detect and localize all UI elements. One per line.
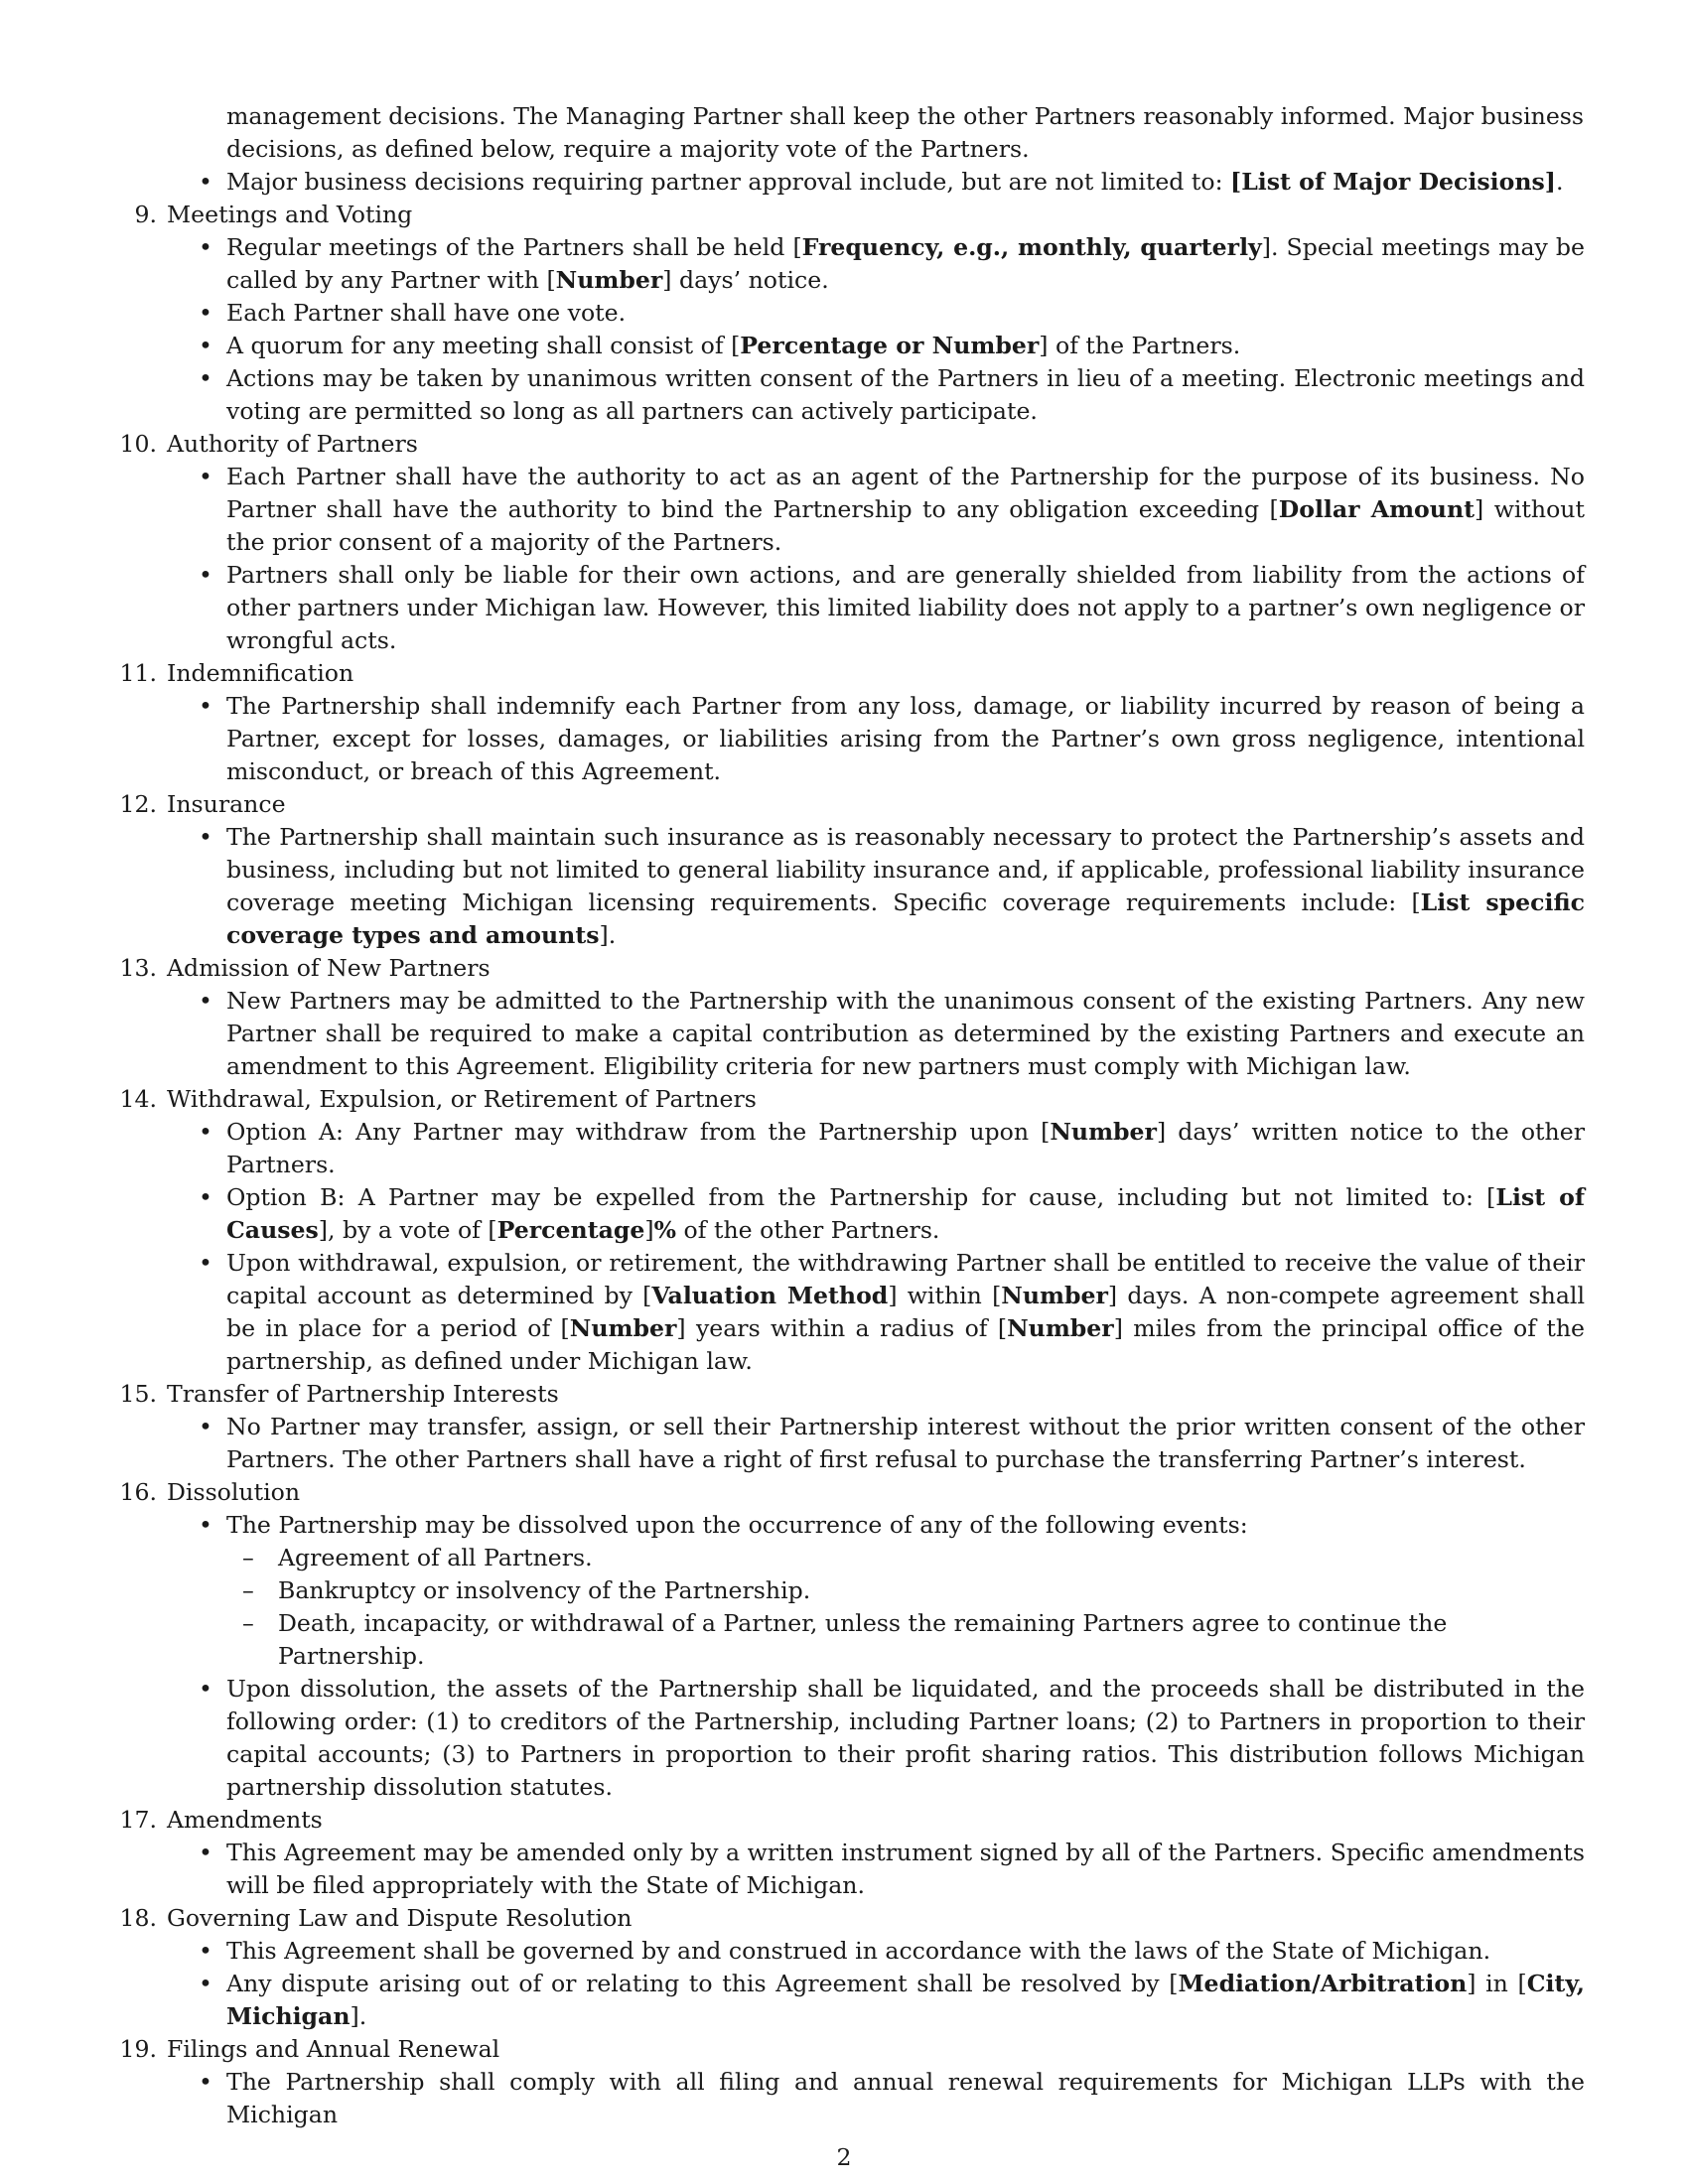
bullet-icon: • xyxy=(199,1839,212,1866)
placeholder-field: Dollar Amount xyxy=(1278,495,1476,523)
list-item: • The Partnership may be dissolved upon the occurrence of any of the following events: xyxy=(117,1509,1585,1542)
continuation-paragraph: management decisions. The Managing Partner shall keep the other Partners reasonably informed. Major business decisions, as defined below, require a majority vote of the Partners. xyxy=(226,102,1585,163)
bullet-icon: • xyxy=(199,168,212,196)
bullet-icon: • xyxy=(199,1118,212,1146)
placeholder-field: City, Michigan xyxy=(226,1970,1585,2030)
placeholder-field: Mediation/Arbitration xyxy=(1178,1970,1468,1997)
list-item: • Actions may be taken by unanimous written consent of the Partners in lieu of a meeting. Electronic meetings and voting are permitted so long as all partners can actively participate. xyxy=(199,364,1585,425)
placeholder-field: Percentage xyxy=(496,1216,645,1244)
placeholder-field: Number xyxy=(1007,1314,1114,1342)
list-item: • Option B: A Partner may be expelled from the Partnership for cause, including but not limited to: [List of Causes], by a vote of [Percentage]% of the other Partners. xyxy=(199,1183,1585,1244)
dash-icon: – xyxy=(242,1576,254,1604)
section-title: Withdrawal, Expulsion, or Retirement of Partners xyxy=(167,1085,757,1113)
sub-list-item: – Death, incapacity, or withdrawal of a Partner, unless the remaining Partners agree to continue the Partnership. xyxy=(242,1609,1448,1670)
bullet-icon: • xyxy=(199,561,212,589)
placeholder-field: Number xyxy=(555,266,663,294)
bullet-icon: • xyxy=(199,1970,212,1997)
bullet-icon: • xyxy=(199,364,212,392)
list-item: • Option A: Any Partner may withdraw from the Partnership upon [Number] days’ written notice to the other Partners. xyxy=(199,1118,1585,1178)
section-heading: 9. Meetings and Voting xyxy=(134,201,413,228)
section-title: Meetings and Voting xyxy=(167,201,413,228)
dash-icon: – xyxy=(242,1544,254,1571)
sub-list-item: – Agreement of all Partners. xyxy=(117,1542,1585,1574)
list-item: • The Partnership shall indemnify each Partner from any loss, damage, or liability incurred by reason of being a Partner, except for losses, damages, or liabilities arising from the Partner’s own gross negligence, intentional misconduct, or breach of this Agreement. xyxy=(199,692,1585,785)
section-title: Governing Law and Dispute Resolution xyxy=(167,1904,633,1932)
list-item: • The Partnership shall comply with all filing and annual renewal requirements for Michigan LLPs with the Michigan xyxy=(199,2068,1585,2128)
placeholder-field: List specific coverage types and amounts xyxy=(226,888,1585,949)
list-item: • Each Partner shall have the authority to act as an agent of the Partnership for the purpose of its business. No Partner shall have the authority to bind the Partnership to any obligation exceeding [Dollar Amount] without the prior consent of a majority of the Partners. xyxy=(199,463,1585,556)
page-number: 2 xyxy=(836,2143,852,2171)
list-item: • Partners shall only be liable for their own actions, and are generally shielded from liability from the actions of other partners under Michigan law. However, this limited liability does not apply to a partner’s own negligence or wrongful acts. xyxy=(199,561,1585,654)
section-heading: 15. Transfer of Partnership Interests xyxy=(119,1380,559,1408)
list-item: • A quorum for any meeting shall consist of [Percentage or Number] of the Partners. xyxy=(117,330,1585,362)
list-item: • Major business decisions requiring partner approval include, but are not limited to: [List of Major Decisions]. xyxy=(117,166,1585,199)
list-item: • Any dispute arising out of or relating to this Agreement shall be resolved by [Mediation/Arbitration] in [City, Michigan]. xyxy=(199,1970,1585,2030)
section-heading: 14. Withdrawal, Expulsion, or Retirement of Partners xyxy=(119,1085,757,1113)
agreement-body xyxy=(117,100,1585,2131)
section-title: Authority of Partners xyxy=(167,430,418,458)
section-title: Indemnification xyxy=(167,659,354,687)
list-item: • This Agreement shall be governed by and construed in accordance with the laws of the State of Michigan. xyxy=(117,1935,1585,1968)
bullet-icon: • xyxy=(199,1937,212,1965)
bullet-icon: • xyxy=(199,692,212,720)
section-title: Admission of New Partners xyxy=(167,954,491,982)
bullet-icon: • xyxy=(199,987,212,1015)
section-heading: 18. Governing Law and Dispute Resolution xyxy=(119,1904,633,1932)
placeholder-field: Valuation Method xyxy=(651,1282,889,1309)
placeholder-field: Number xyxy=(1001,1282,1108,1309)
section-heading: 17. Amendments xyxy=(119,1806,323,1834)
placeholder-field: Percentage or Number xyxy=(740,332,1040,359)
section-title: Dissolution xyxy=(167,1478,301,1506)
section-heading: 12. Insurance xyxy=(119,790,286,818)
section-title: Transfer of Partnership Interests xyxy=(167,1380,559,1408)
sub-list-item: – Bankruptcy or insolvency of the Partnership. xyxy=(117,1574,1585,1607)
section-heading: 19. Filings and Annual Renewal xyxy=(119,2035,500,2063)
section-heading: 13. Admission of New Partners xyxy=(119,954,491,982)
list-item: • New Partners may be admitted to the Partnership with the unanimous consent of the existing Partners. Any new Partner shall be required to make a capital contribution as determined by the existing Partners and execute an amendment to this Agreement. Eligibility criteria for new partners must comply with Michigan law. xyxy=(199,987,1585,1080)
placeholder-field: Number xyxy=(569,1314,677,1342)
list-item: • Each Partner shall have one vote. xyxy=(117,297,1585,330)
list-item: • Regular meetings of the Partners shall be held [Frequency, e.g., monthly, quarterly]. Special meetings may be called by any Partner with [Number] days’ notice. xyxy=(199,233,1585,294)
section-heading: 16. Dissolution xyxy=(119,1478,301,1506)
bullet-icon: • xyxy=(199,1249,212,1277)
list-item: • Upon withdrawal, expulsion, or retirement, the withdrawing Partner shall be entitled to receive the value of their capital account as determined by [Valuation Method] within [Number] days. A non-compete agreement shall be in place for a period of [Number] years within a radius of [Number] miles from the principal office of the partnership, as defined under Michigan law. xyxy=(199,1249,1585,1375)
dash-icon: – xyxy=(242,1609,254,1637)
bullet-icon: • xyxy=(199,1413,212,1440)
placeholder-field: List of Causes xyxy=(226,1183,1585,1244)
list-item: • No Partner may transfer, assign, or sell their Partnership interest without the prior written consent of the other Partners. The other Partners shall have a right of first refusal to purchase the transferring Partner’s interest. xyxy=(199,1413,1585,1473)
list-item: • The Partnership shall maintain such insurance as is reasonably necessary to protect the Partnership’s assets and business, including but not limited to general liability insurance and, if applicable, professional liability insurance coverage meeting Michigan licensing requirements. Specific coverage requirements include: [List specific coverage types and amounts]. xyxy=(199,823,1585,949)
section-heading: 11. Indemnification xyxy=(119,659,354,687)
bullet-icon: • xyxy=(199,2068,212,2096)
placeholder-field: Frequency, e.g., monthly, quarterly xyxy=(801,233,1262,261)
placeholder-field: Number xyxy=(1050,1118,1157,1146)
section-title: Insurance xyxy=(167,790,286,818)
bullet-icon: • xyxy=(199,1511,212,1539)
section-title: Filings and Annual Renewal xyxy=(167,2035,500,2063)
section-title: Amendments xyxy=(167,1806,323,1834)
placeholder-field: [List of Major Decisions] xyxy=(1230,168,1556,196)
list-item: • Upon dissolution, the assets of the Partnership shall be liquidated, and the proceeds shall be distributed in the following order: (1) to creditors of the Partnership, including Partner loans; (2) to Partners in proportion to their capital accounts; (3) to Partners in proportion to their profit sharing ratios. This distribution follows Michigan partnership dissolution statutes. xyxy=(199,1675,1585,1801)
section-heading: 10. Authority of Partners xyxy=(119,430,418,458)
bullet-icon: • xyxy=(199,332,212,359)
bullet-icon: • xyxy=(199,1183,212,1211)
bullet-icon: • xyxy=(199,299,212,327)
list-item: • This Agreement may be amended only by a written instrument signed by all of the Partners. Specific amendments will be filed appropriately with the State of Michigan. xyxy=(199,1839,1585,1899)
bullet-icon: • xyxy=(199,463,212,490)
bullet-icon: • xyxy=(199,1675,212,1703)
bullet-icon: • xyxy=(199,823,212,851)
bullet-icon: • xyxy=(199,233,212,261)
